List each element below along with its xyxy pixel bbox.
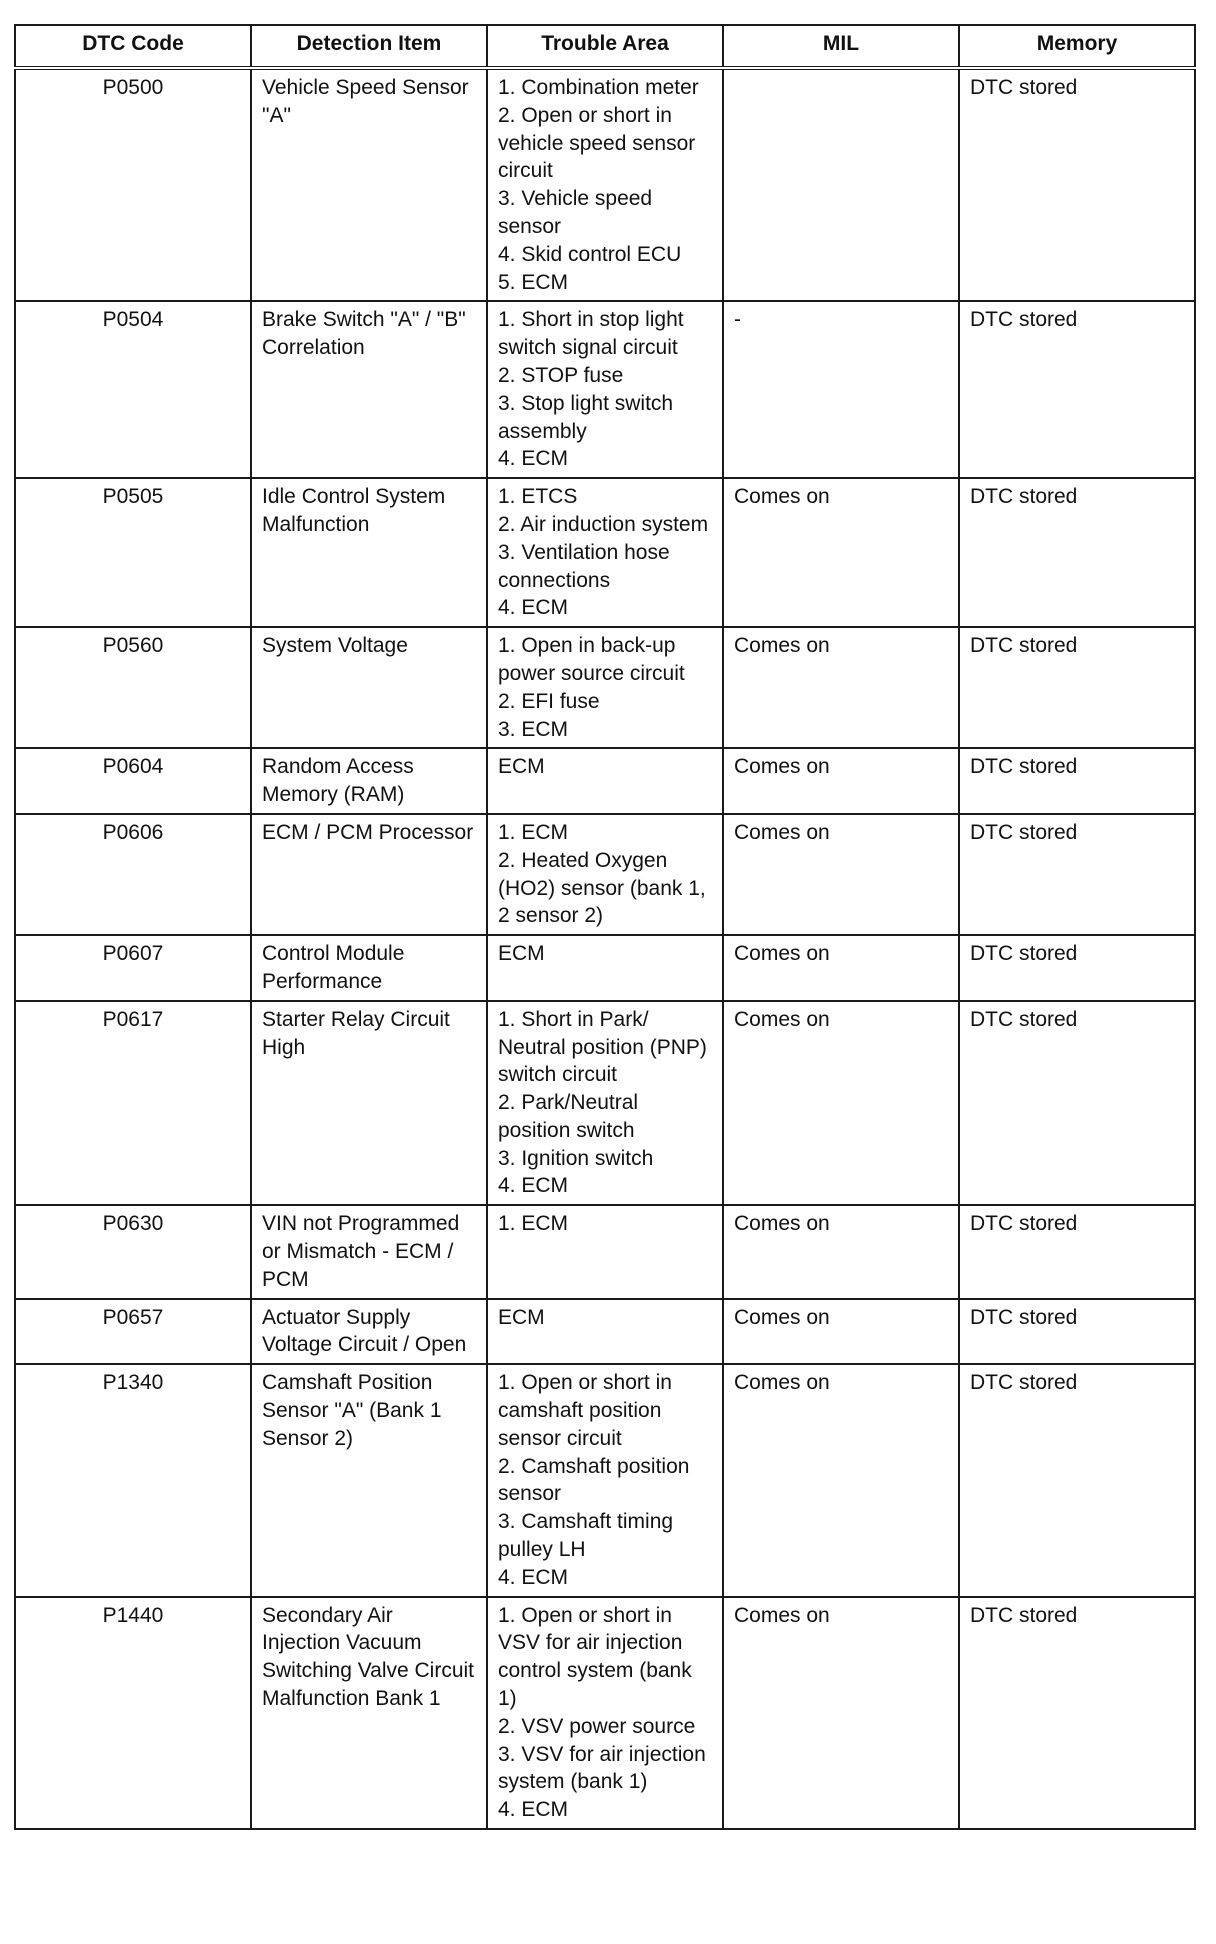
trouble-area-line: 3. ECM bbox=[498, 717, 569, 741]
trouble-area-line: 3. Stop light switch assembly bbox=[498, 391, 674, 443]
trouble-area-line: 4. Skid control ECU bbox=[498, 242, 682, 266]
memory-cell: DTC stored bbox=[959, 1001, 1195, 1206]
dtc-code-cell: P1440 bbox=[15, 1597, 251, 1829]
detection-item-cell: VIN not Programmed or Mismatch - ECM / PCM bbox=[251, 1205, 487, 1298]
dtc-code-cell: P0630 bbox=[15, 1205, 251, 1298]
table-row bbox=[15, 1597, 1195, 1829]
mil-cell: Comes on bbox=[723, 1205, 959, 1298]
detection-item-cell: Vehicle Speed Sensor "A" bbox=[251, 68, 487, 301]
trouble-area-cell bbox=[487, 1205, 723, 1298]
detection-item-cell: Starter Relay Circuit High bbox=[251, 1001, 487, 1206]
memory-cell: DTC stored bbox=[959, 1597, 1195, 1829]
trouble-area-line: 1. Open in back-up power source circuit bbox=[498, 634, 685, 685]
dtc-code-cell: P0607 bbox=[15, 935, 251, 1001]
table-row bbox=[15, 1205, 1195, 1298]
trouble-area-line: 1. ETCS bbox=[498, 485, 578, 509]
memory-cell: DTC stored bbox=[959, 301, 1195, 478]
header-mil: MIL bbox=[723, 25, 959, 68]
table-row bbox=[15, 814, 1195, 935]
trouble-area-line: 2. EFI fuse bbox=[498, 689, 600, 713]
detection-item-cell: Brake Switch "A" / "B" Correlation bbox=[251, 301, 487, 478]
trouble-area-line: 1. ECM bbox=[498, 820, 569, 844]
memory-cell: DTC stored bbox=[959, 68, 1195, 301]
mil-cell: Comes on bbox=[723, 935, 959, 1001]
memory-cell: DTC stored bbox=[959, 814, 1195, 935]
table-row bbox=[15, 68, 1195, 301]
memory-cell: DTC stored bbox=[959, 1364, 1195, 1596]
table-row bbox=[15, 301, 1195, 478]
mil-cell: Comes on bbox=[723, 478, 959, 627]
table-row bbox=[15, 627, 1195, 748]
memory-cell: DTC stored bbox=[959, 1205, 1195, 1298]
trouble-area-cell bbox=[487, 68, 723, 301]
header-row bbox=[15, 25, 1195, 68]
trouble-area-line: 2. Park/Neutral position switch bbox=[498, 1091, 639, 1142]
table-row bbox=[15, 1299, 1195, 1365]
dtc-code-cell: P1340 bbox=[15, 1364, 251, 1596]
trouble-area-cell bbox=[487, 1299, 723, 1365]
detection-item-cell: Control Module Performance bbox=[251, 935, 487, 1001]
mil-cell: Comes on bbox=[723, 1299, 959, 1365]
trouble-area-line: 4. ECM bbox=[498, 596, 569, 620]
trouble-area-line: 1. ECM bbox=[498, 1212, 569, 1236]
detection-item-cell: Camshaft Position Sensor "A" (Bank 1 Sensor 2) bbox=[251, 1364, 487, 1596]
detection-item-cell: System Voltage bbox=[251, 627, 487, 748]
table-row bbox=[15, 935, 1195, 1001]
trouble-area-line: 3. Ventilation hose connections bbox=[498, 540, 670, 592]
dtc-code-cell: P0560 bbox=[15, 627, 251, 748]
trouble-area-line: 2. Heated Oxygen (HO2) sensor (bank 1, 2 sensor 2) bbox=[498, 848, 706, 928]
trouble-area-line: 2. Camshaft position sensor bbox=[498, 1454, 690, 1506]
mil-cell: Comes on bbox=[723, 1364, 959, 1596]
detection-item-cell: Actuator Supply Voltage Circuit / Open bbox=[251, 1299, 487, 1365]
trouble-area-line: ECM bbox=[498, 755, 545, 779]
memory-cell: DTC stored bbox=[959, 478, 1195, 627]
mil-cell: - bbox=[723, 301, 959, 478]
trouble-area-line: 1. Short in stop light switch signal circuit bbox=[498, 308, 684, 360]
trouble-area-line: 5. ECM bbox=[498, 270, 569, 294]
trouble-area-line: 4. ECM bbox=[498, 447, 569, 471]
trouble-area-cell bbox=[487, 301, 723, 478]
trouble-area-line: 3. VSV for air injection system (bank 1) bbox=[498, 1742, 706, 1794]
memory-cell: DTC stored bbox=[959, 1299, 1195, 1365]
dtc-code-cell: P0606 bbox=[15, 814, 251, 935]
header-memory: Memory bbox=[959, 25, 1195, 68]
detection-item-cell: Secondary Air Injection Vacuum Switching Valve Circuit Malfunction Bank 1 bbox=[251, 1597, 487, 1829]
trouble-area-line: 3. Ignition switch bbox=[498, 1146, 654, 1170]
trouble-area-cell bbox=[487, 935, 723, 1001]
trouble-area-cell bbox=[487, 627, 723, 748]
dtc-code-cell: P0604 bbox=[15, 748, 251, 814]
dtc-code-cell: P0500 bbox=[15, 68, 251, 301]
header-dtc-code: DTC Code bbox=[15, 25, 251, 68]
trouble-area-line: 1. Short in Park/ Neutral position (PNP) switch circuit bbox=[498, 1007, 707, 1087]
trouble-area-line: 4. ECM bbox=[498, 1174, 569, 1198]
header-detection-item: Detection Item bbox=[251, 25, 487, 68]
trouble-area-cell bbox=[487, 1597, 723, 1829]
table-row bbox=[15, 1001, 1195, 1206]
mil-cell: Comes on bbox=[723, 1001, 959, 1206]
dtc-table bbox=[14, 24, 1196, 1830]
mil-cell: Comes on bbox=[723, 814, 959, 935]
trouble-area-line: 2. VSV power source bbox=[498, 1714, 696, 1738]
table-row bbox=[15, 748, 1195, 814]
table-row bbox=[15, 1364, 1195, 1596]
table-body bbox=[15, 68, 1195, 1829]
detection-item-cell: Idle Control System Malfunction bbox=[251, 478, 487, 627]
trouble-area-line: 3. Vehicle speed sensor bbox=[498, 187, 653, 238]
detection-item-cell: ECM / PCM Processor bbox=[251, 814, 487, 935]
trouble-area-line: 2. STOP fuse bbox=[498, 363, 624, 387]
trouble-area-line: 2. Open or short in vehicle speed sensor circuit bbox=[498, 103, 696, 183]
trouble-area-line: ECM bbox=[498, 942, 545, 966]
trouble-area-line: ECM bbox=[498, 1305, 545, 1329]
trouble-area-line: 3. Camshaft timing pulley LH bbox=[498, 1510, 674, 1562]
mil-cell: Comes on bbox=[723, 627, 959, 748]
trouble-area-cell bbox=[487, 748, 723, 814]
mil-cell: Comes on bbox=[723, 1597, 959, 1829]
dtc-code-cell: P0504 bbox=[15, 301, 251, 478]
trouble-area-cell bbox=[487, 814, 723, 935]
memory-cell: DTC stored bbox=[959, 935, 1195, 1001]
trouble-area-line: 1. Combination meter bbox=[498, 76, 699, 99]
trouble-area-line: 2. Air induction system bbox=[498, 512, 709, 536]
table-row bbox=[15, 478, 1195, 627]
mil-cell bbox=[723, 68, 959, 301]
trouble-area-cell bbox=[487, 1001, 723, 1206]
header-trouble-area: Trouble Area bbox=[487, 25, 723, 68]
trouble-area-line: 4. ECM bbox=[498, 1565, 569, 1589]
trouble-area-line: 1. Open or short in camshaft position sensor circuit bbox=[498, 1371, 672, 1450]
dtc-code-cell: P0505 bbox=[15, 478, 251, 627]
memory-cell: DTC stored bbox=[959, 748, 1195, 814]
trouble-area-line: 1. Open or short in VSV for air injection control system (bank 1) bbox=[498, 1603, 692, 1711]
detection-item-cell: Random Access Memory (RAM) bbox=[251, 748, 487, 814]
memory-cell: DTC stored bbox=[959, 627, 1195, 748]
trouble-area-line: 4. ECM bbox=[498, 1798, 569, 1822]
trouble-area-cell bbox=[487, 1364, 723, 1596]
mil-cell: Comes on bbox=[723, 748, 959, 814]
table-header bbox=[15, 25, 1195, 68]
dtc-code-cell: P0617 bbox=[15, 1001, 251, 1206]
trouble-area-cell bbox=[487, 478, 723, 627]
dtc-code-cell: P0657 bbox=[15, 1299, 251, 1365]
